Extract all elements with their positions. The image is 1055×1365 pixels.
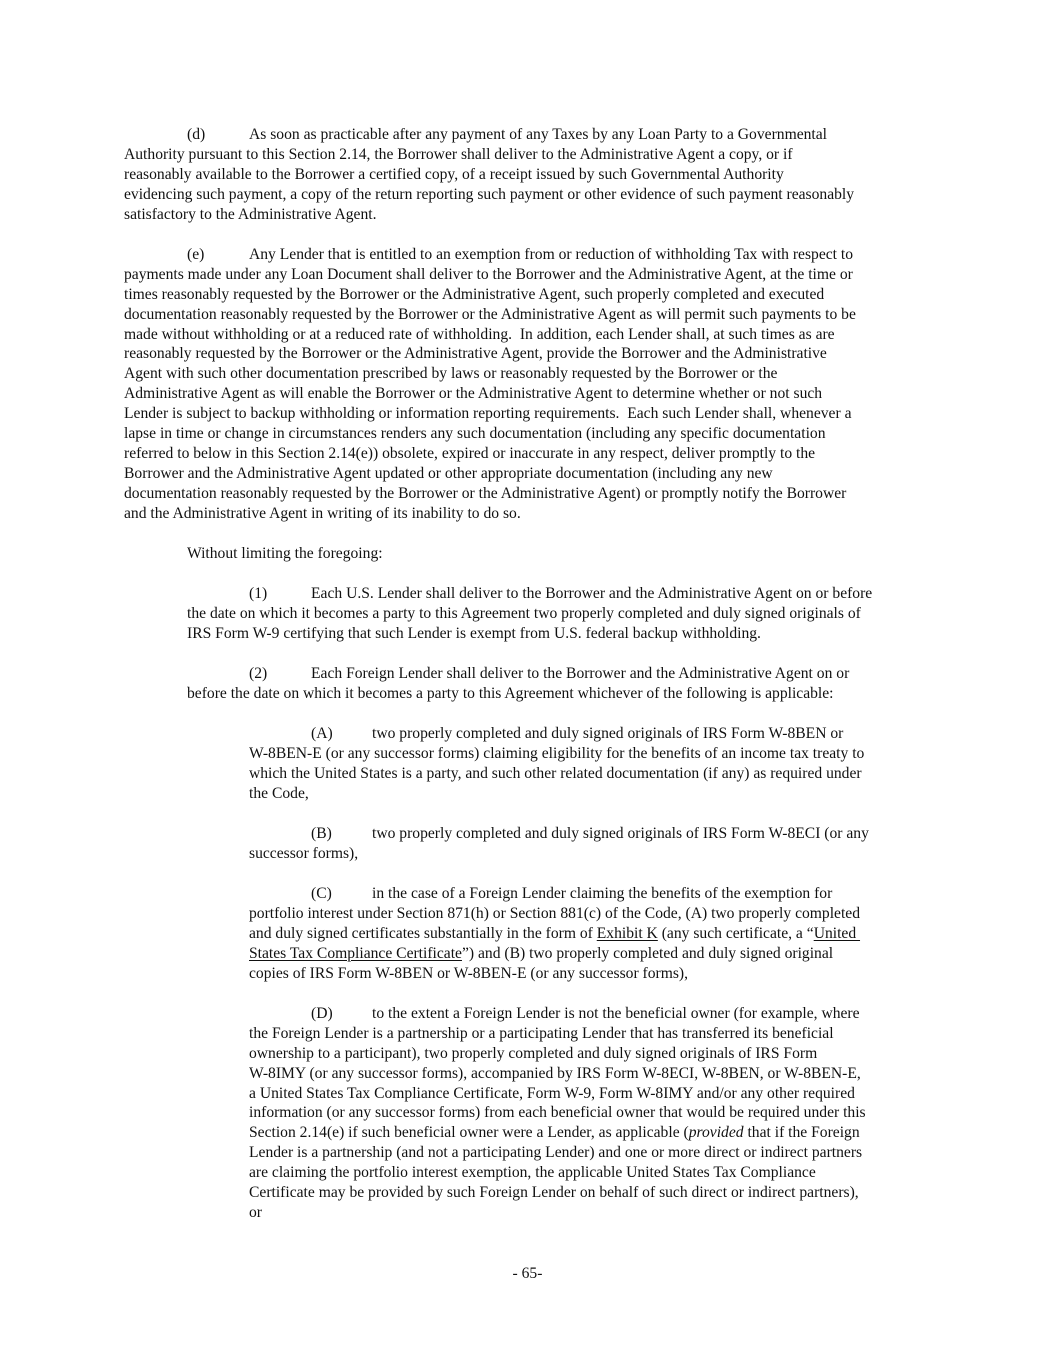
intro-text: Without limiting the foregoing:: [187, 545, 383, 562]
exhibit-k-reference: Exhibit K: [596, 924, 658, 942]
section-label: (d): [187, 126, 206, 143]
subclause-d: (D) to the extent a Foreign Lender is not the beneficial owner (for example, where the Foreign Lender is a partnership or a participating Lender that has transferred its beneficial ownership to a participant), two properly completed and duly signed originals of IRS Form W-8IMY (or any successor forms), accompanied by IRS Form W-8ECI, W-8BEN, or W-8BEN-E, a United States Tax Compliance Certificate, Form W-9, Form W-8IMY and/or any other required information (or any successor forms) from each beneficial owner that would be required under this Section 2.14(e) if such beneficial owner were a Lender, as applicable (provided that if the Foreign Lender is a partnership (and not a participating Lender) and one or more direct or indirect partners are claiming the portfolio interest exemption, the applicable United States Tax Compliance Certificate may be provided by such Foreign Lender on behalf of such direct or indirect partners), or: [249, 1005, 866, 1221]
emphasis-provided: provided: [688, 1124, 744, 1142]
clause-label: (2): [249, 665, 268, 682]
subclause-label: (A): [311, 725, 333, 742]
subclause-b: (B) two properly completed and duly signed originals of IRS Form W-8ECI (or any successor forms),: [249, 825, 869, 862]
section-label: (e): [187, 246, 205, 263]
subclause-label: (B): [311, 825, 332, 842]
clause-2: (2) Each Foreign Lender shall deliver to the Borrower and the Administrative Agent on or before the date on which it becomes a party to this Agreement whichever of the following is applicable:: [187, 665, 850, 702]
subclause-c: (C) in the case of a Foreign Lender claiming the benefits of the exemption for portfolio interest under Section 871(h) or Section 881(c) of the Code, (A) two properly completed and duly signed certificates substantially in the form of Exhibit K (any such certificate, a “United States Tax Compliance Certificate”) and (B) two properly completed and duly signed original copies of IRS Form W-8BEN or W-8BEN-E (or any successor forms),: [249, 885, 861, 982]
subclause-a: (A) two properly completed and duly signed originals of IRS Form W-8BEN or W-8BEN-E (or any successor forms) claiming eligibility for the benefits of an income tax treaty to which the United States is a party, and such other related documentation (if any) as required under the Code,: [249, 725, 865, 802]
section-d: (d) As soon as practicable after any payment of any Taxes by any Loan Party to a Governmental Authority pursuant to this Section 2.14, the Borrower shall deliver to the Administrative Agent a copy, or if reasonably available to the Borrower a certified copy, of a receipt issued by such Governmental Authority evidencing such payment, a copy of the return reporting such payment or other evidence of such payment reasonably satisfactory to the Administrative Agent.: [124, 126, 855, 223]
defined-term: States Tax Compliance Certificate: [249, 944, 462, 962]
section-e: (e) Any Lender that is entitled to an exemption from or reduction of withholding Tax with respect to payments made under any Loan Document shall deliver to the Borrower and the Administrative Agent, at the time or times reasonably requested by the Borrower or the Administrative Agent, such properly completed and executed documentation reasonably requested by the Borrower or the Administrative Agent as will permit such payments to be made without withholding or at a reduced rate of withholding. In addition, each Lender shall, at such times as are reasonably requested by the Borrower or the Administrative Agent, provide the Borrower and the Administrative Agent with such other documentation prescribed by laws or reasonably requested by the Borrower or the Administrative Agent as will enable the Borrower or the Administrative Agent to determine whether or not such Lender is subject to backup withholding or information reporting requirements. Each such Lender shall, whenever a lapse in time or change in circumstances renders any such documentation (including any specific documentation referred to below in this Section 2.14(e)) obsolete, expired or inaccurate in any respect, deliver promptly to the Borrower and the Administrative Agent updated or other appropriate documentation (including any new documentation reasonably requested by the Borrower or the Administrative Agent) or promptly notify the Borrower and the Administrative Agent in writing of its inability to do so.: [124, 246, 856, 522]
clause-1: (1) Each U.S. Lender shall deliver to the Borrower and the Administrative Agent on or before the date on which it becomes a party to this Agreement two properly completed and duly signed originals of IRS Form W-9 certifying that such Lender is exempt from U.S. federal backup withholding.: [187, 585, 873, 642]
subclause-label: (C): [311, 885, 332, 902]
subclause-label: (D): [311, 1005, 333, 1022]
defined-term: United: [813, 924, 861, 942]
page-number: - 65-: [512, 1265, 543, 1282]
clause-label: (1): [249, 585, 268, 602]
